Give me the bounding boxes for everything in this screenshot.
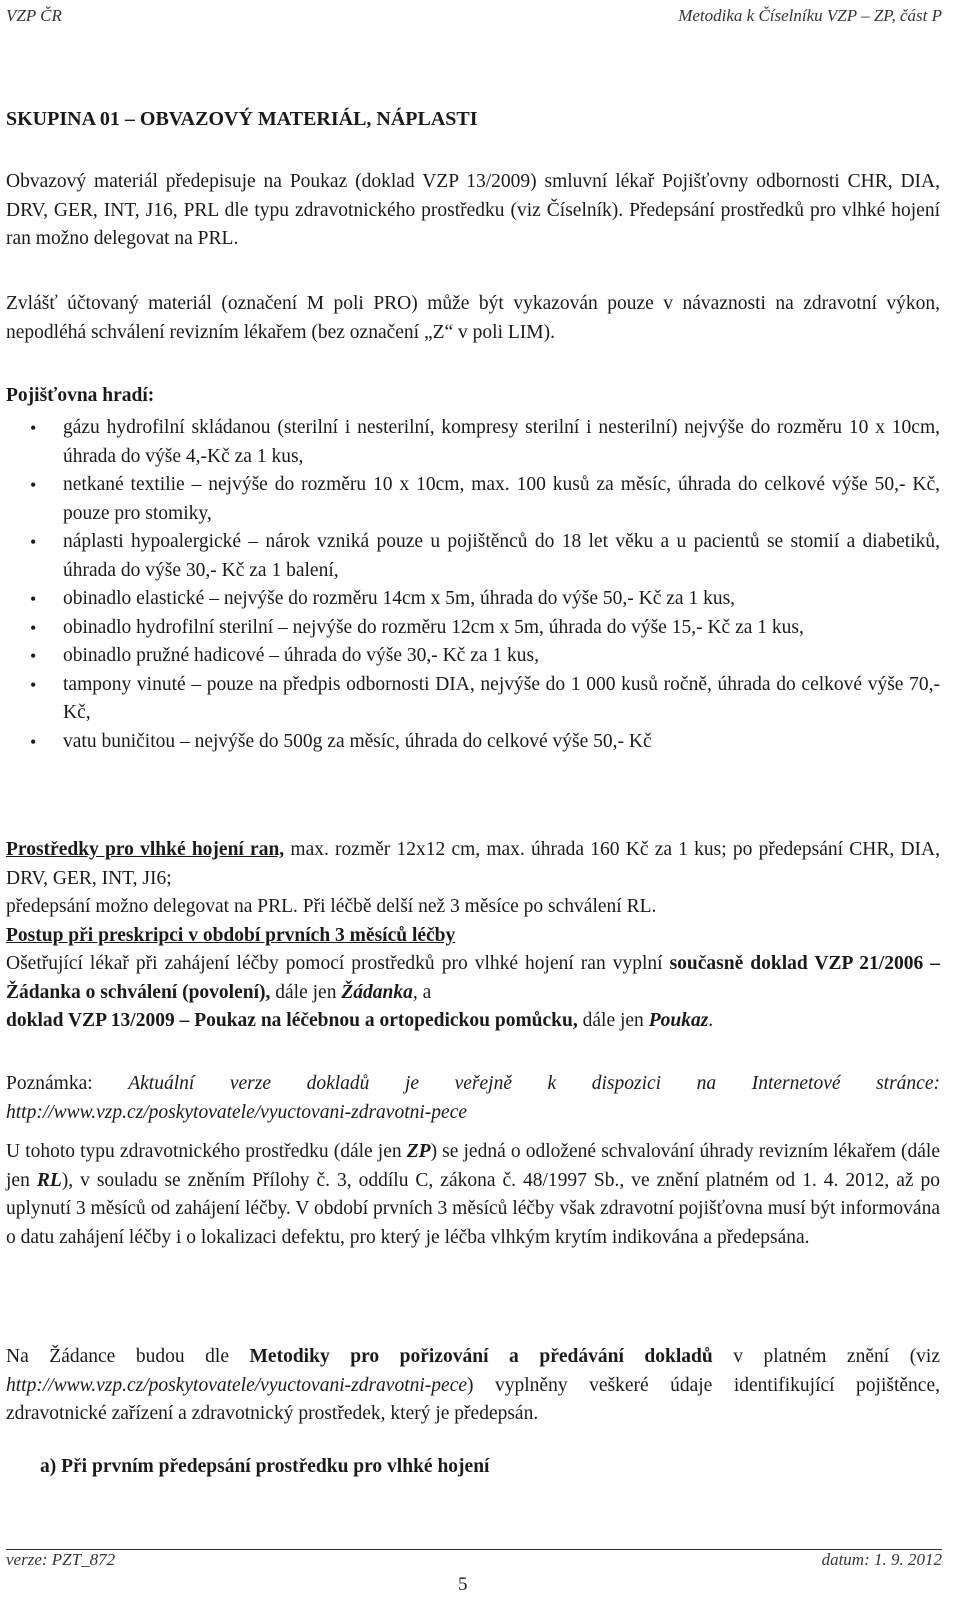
- paragraph-intro: Obvazový materiál předepisuje na Poukaz (doklad VZP 13/2009) smluvní lékař Pojišťovny odbornosti CHR, DIA, DRV, GER, INT, J16, PRL dle typu zdravotnického prostředku (viz Číselník). Předepsání prostředků pro vlhké hojení ran možno delegovat na PRL.: [6, 171, 940, 249]
- list-item: • gázu hydrofilní skládanou (sterilní i nesterilní, kompresy sterilní i nesterilní) nejvýše do rozměru 10 x 10cm, úhrada do výše 4,-Kč za 1 kus,: [6, 414, 940, 471]
- list-item: • tampony vinuté – pouze na předpis odbornosti DIA, nejvýše do 1 000 kusů ročně, úhrada do celkové výše 70,- Kč,: [6, 671, 940, 728]
- section-title: SKUPINA 01 – OBVAZOVÝ MATERIÁL, NÁPLASTI: [6, 108, 478, 130]
- list-item: • náplasti hypoalergické – nárok vzniká pouze u pojištěnců do 18 let věku a u pacientů se stomií a diabetiků, úhrada do výše 30,- Kč za 1 balení,: [6, 528, 940, 585]
- covered-items-list: [6, 414, 940, 756]
- footer-divider: [6, 1549, 942, 1550]
- paragraph-documents: Ošetřující lékař při zahájení léčby pomocí prostředků pro vlhké hojení ran vyplní současně doklad VZP 21/2006 – Žádanka o schválení (povolení), dále jen Žádanka, a doklad VZP 13/2009 – Poukaz na léčebnou a ortopedickou pomůcku, dále jen Poukaz.: [6, 953, 940, 1031]
- page-number: 5: [458, 1574, 468, 1595]
- list-item: • vatu buničitou – nejvýše do 500g za měsíc, úhrada do celkové výše 50,- Kč: [6, 728, 940, 757]
- bullet-icon: •: [30, 589, 37, 609]
- list-item: • obinadlo hydrofilní sterilní – nejvýše do rozměru 12cm x 5m, úhrada do výše 15,- Kč za 1 kus,: [6, 614, 940, 643]
- bullet-icon: •: [30, 617, 37, 638]
- subsection-heading: a) Při prvním předepsání prostředku pro vlhké hojení: [40, 1456, 490, 1477]
- moist-healing-heading: Prostředky pro vlhké hojení ran,: [6, 839, 285, 860]
- list-item: • netkané textilie – nejvýše do rozměru 10 x 10cm, max. 100 kusů za měsíc, úhrada do celkové výše 50,- Kč, pouze pro stomiky,: [6, 471, 940, 528]
- paragraph-approval: U tohoto typu zdravotnického prostředku (dále jen ZP) se jedná o odložené schvalování úhrady revizním lékařem (dále jen RL), v souladu se zněním Přílohy č. 3, oddílu C, zákona č. 48/1997 Sb., ve znění platném od 1. 4. 2012, až po uplynutí 3 měsíců od zahájení léčby. V období prvních 3 měsíců léčby však zdravotní pojišťovna musí být informována o datu zahájení léčby i o lokalizaci defektu, pro který je léčba vlhkým krytím indikována a předepsána.: [6, 1141, 940, 1248]
- bullet-icon: •: [30, 418, 37, 438]
- bullet-icon: •: [30, 475, 37, 495]
- covered-heading: Pojišťovna hradí:: [6, 385, 155, 406]
- bullet-icon: •: [30, 646, 37, 666]
- header-right: Metodika k Číselníku VZP – ZP, část P: [678, 6, 942, 25]
- header-left: VZP ČR: [6, 6, 62, 25]
- methodology-link[interactable]: http://www.vzp.cz/poskytovatele/vyuctovani-zdravotni-pece: [6, 1374, 468, 1396]
- paragraph-moist-healing: Prostředky pro vlhké hojení ran, max. rozměr 12x12 cm, max. úhrada 160 Kč za 1 kus; po předepsání CHR, DIA, DRV, GER, INT, JI6; předepsání možno delegovat na PRL. Při léčbě delší než 3 měsíce po schválení RL. Postup při preskripci v období prvních 3 měsíců léčby: [6, 839, 940, 946]
- list-item: • obinadlo elastické – nejvýše do rozměru 14cm x 5m, úhrada do výše 50,- Kč za 1 kus,: [6, 585, 940, 614]
- footer-version: verze: PZT_872: [6, 1550, 116, 1569]
- prescription-procedure-heading: Postup při preskripci v období prvních 3 měsíců léčby: [6, 924, 456, 946]
- bullet-icon: •: [30, 731, 37, 752]
- note-link[interactable]: Aktuální verze dokladů je veřejně k dispozici na Internetové stránce: http://www.vzp.cz/poskytovatele/vyuctovani-zdravotni-pece: [6, 1073, 940, 1123]
- paragraph-material: Zvlášť účtovaný materiál (označení M poli PRO) může být vykazován pouze v návaznosti na zdravotní výkon, nepodléhá schválení revizním lékařem (bez označení „Z“ v poli LIM).: [6, 293, 940, 343]
- paragraph-request-form: Na Žádance budou dle Metodiky pro pořizování a předávání dokladů v platném znění (viz http://www.vzp.cz/poskytovatele/vyuctovani-zdravotni-pece) vyplněny veškeré údaje identifikující pojištěnce, zdravotnické zařízení a zdravotnický prostředek, který je předepsán.: [6, 1346, 941, 1424]
- paragraph-note: Poznámka: Aktuální verze dokladů je veřejně k dispozici na Internetové stránce: http://www.vzp.cz/poskytovatele/vyuctovani-zdravotni-pece: [6, 1073, 940, 1123]
- footer-date: datum: 1. 9. 2012: [821, 1550, 942, 1569]
- list-item: • obinadlo pružné hadicové – úhrada do výše 30,- Kč za 1 kus,: [6, 642, 940, 671]
- bullet-icon: •: [30, 674, 37, 695]
- bullet-icon: •: [30, 532, 37, 552]
